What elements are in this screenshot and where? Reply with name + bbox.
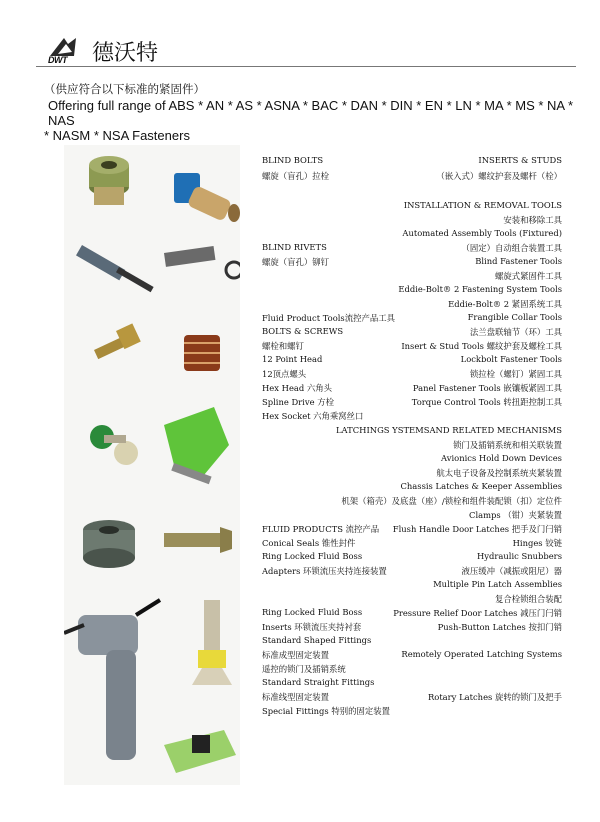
push-button: Push-Button Latches 按扣门销 — [437, 622, 562, 632]
bolts-screws: BOLTS & SCREWS — [262, 326, 344, 336]
green-base-image — [164, 730, 236, 773]
special: Special Fittings 特别的固定装置 — [262, 706, 390, 716]
intro-zh: （供应符合以下标准的紧固件） — [44, 82, 205, 96]
auto-assembly-zh: （固定）自动组合装置工具 — [461, 243, 562, 253]
hex-bolt-image — [94, 323, 141, 359]
eddie-bolt: Eddie-Bolt® 2 Fastening System Tools — [398, 284, 562, 294]
latchings: LATCHINGS YSTEMSAND RELATED MECHANISMS — [336, 425, 562, 435]
latchings-zh: 锁门及插销系统和相关联装置 — [453, 440, 562, 450]
product-photos — [64, 145, 240, 785]
blind-bolts: BLIND BOLTS — [262, 155, 324, 165]
knurled-nut-image — [83, 520, 135, 568]
spline: Spline Drive 方栓 — [262, 397, 334, 407]
rotary: Rotary Latches 旋转的锁门及把手 — [427, 692, 562, 702]
spring-insert-image — [184, 335, 220, 371]
threaded-bolt-image — [164, 246, 240, 278]
lockbolt: Lockbolt Fastener Tools — [460, 354, 562, 364]
multi-pin-zh: 复合栓锁组合装配 — [495, 594, 562, 604]
twelve-point-zh: 12顶点螺头 — [262, 369, 307, 379]
torque: Torque Control Tools 转扭距控制工具 — [411, 397, 562, 407]
intro-en-line2: * NASM * NSA Fasteners — [44, 128, 190, 143]
blind-rivets: BLIND RIVETS — [262, 242, 327, 252]
gear-insert-image — [89, 156, 129, 205]
blind-bolts-zh: 螺旋（盲孔）拉栓 — [262, 171, 329, 181]
blind-fastener: Blind Fastener Tools — [475, 256, 562, 266]
ring-boss-2: Ring Locked Fluid Boss — [262, 607, 363, 617]
flush: Flush Handle Door Latches 把手及门闩销 — [392, 524, 562, 534]
install-tools: INSTALLATION & REMOVAL TOOLS — [403, 200, 562, 210]
product-illustrations — [64, 145, 240, 785]
fluid-tools: Fluid Product Tools流控产品工具 — [262, 313, 395, 323]
std-shaped-zh: 标准成型固定装置 — [262, 650, 329, 660]
pressure: Pressure Relief Door Latches 减压门闩销 — [393, 608, 562, 618]
remote: Remotely Operated Latching Systems — [401, 649, 562, 659]
intro-block — [44, 82, 600, 143]
hydraulic-zh: 液压缓冲（减振或阻尼）器 — [461, 566, 562, 576]
ring-boss: Ring Locked Fluid Boss — [262, 551, 363, 561]
avionics: Avionics Hold Down Devices — [441, 453, 562, 463]
std-shaped: Standard Shaped Fittings — [262, 635, 372, 645]
green-pin-image — [90, 425, 138, 465]
auto-assembly: Automated Assembly Tools (Fixtured) — [402, 228, 562, 238]
rivet-gun-image — [64, 600, 160, 760]
remote-zh: 遥控的锁门及插销系统 — [262, 664, 346, 674]
page-header — [36, 30, 576, 70]
insert-stud-tools: Insert & Stud Tools 螺纹护套及螺栓工具 — [401, 341, 562, 351]
clamps: Clamps （钳）夹紧装置 — [469, 510, 562, 520]
frangible-zh: 法兰盘联轴节（环）工具 — [469, 327, 562, 337]
twelve-point: 12 Point Head — [262, 354, 323, 364]
intro-en-line1: Offering full range of ABS * AN * AS * ASNA * BAC * DAN * DIN * EN * LN * MA * MS * NA * NAS — [48, 98, 574, 128]
logo-text: DWT — [48, 55, 67, 65]
avionics-zh: 航太电子设备及控制系统夹紧装置 — [436, 468, 562, 478]
hinges: Hinges 铰链 — [512, 538, 562, 548]
hydraulic: Hydraulic Snubbers — [476, 551, 562, 561]
inserts-studs-zh: （嵌入式）螺纹护套及螺杆（栓） — [436, 171, 562, 181]
hex-head: Hex Head 六角头 — [262, 383, 333, 393]
std-straight: Standard Straight Fittings — [262, 677, 375, 687]
frangible: Frangible Collar Tools — [467, 312, 562, 322]
chassis: Chassis Latches & Keeper Assemblies — [400, 481, 562, 491]
lockbolt-zh: 锁拉栓（螺钉）紧固工具 — [469, 369, 562, 379]
blue-collar-stud-image — [174, 173, 240, 222]
std-straight-zh: 标准线型固定装置 — [262, 692, 329, 702]
header-rule — [36, 66, 576, 67]
inserts-studs: INSERTS & STUDS — [478, 155, 562, 165]
chassis-zh: 机架（箱壳）及底盘（座）/锁栓和组件装配锁（扣）定位件 — [341, 496, 562, 506]
eddie-bolt-zh: Eddie-Bolt® 2 紧固系统工具 — [448, 299, 562, 309]
fluid-products: FLUID PRODUCTS 流控产品 — [262, 524, 380, 534]
install-tools-zh: 安装和移除工具 — [503, 215, 562, 225]
yellow-collar-fastener-image — [192, 600, 232, 685]
bolts-screws-zh: 螺栓和螺钉 — [262, 341, 304, 351]
conical: Conical Seals 锥性封件 — [262, 538, 356, 548]
blind-rivets-zh: 螺旋（盲孔）铆钉 — [262, 257, 329, 267]
countersunk-bolt-image — [164, 527, 232, 553]
inserts-left: Inserts 环锁流压夹持衬套 — [262, 622, 362, 632]
panel: Panel Fastener Tools 嵌镶板紧固工具 — [412, 383, 562, 393]
blind-fastener-zh: 螺旋式紧固件工具 — [495, 271, 562, 281]
adapters: Adapters 环锁流压夹持连接装置 — [262, 566, 387, 576]
multi-pin: Multiple Pin Latch Assemblies — [433, 579, 562, 589]
hex-socket: Hex Socket 六角乘窝丝口 — [262, 411, 364, 421]
green-latch-image — [164, 407, 229, 484]
blind-rivet-image — [76, 245, 154, 292]
brand-name: 德沃特 — [92, 41, 159, 66]
